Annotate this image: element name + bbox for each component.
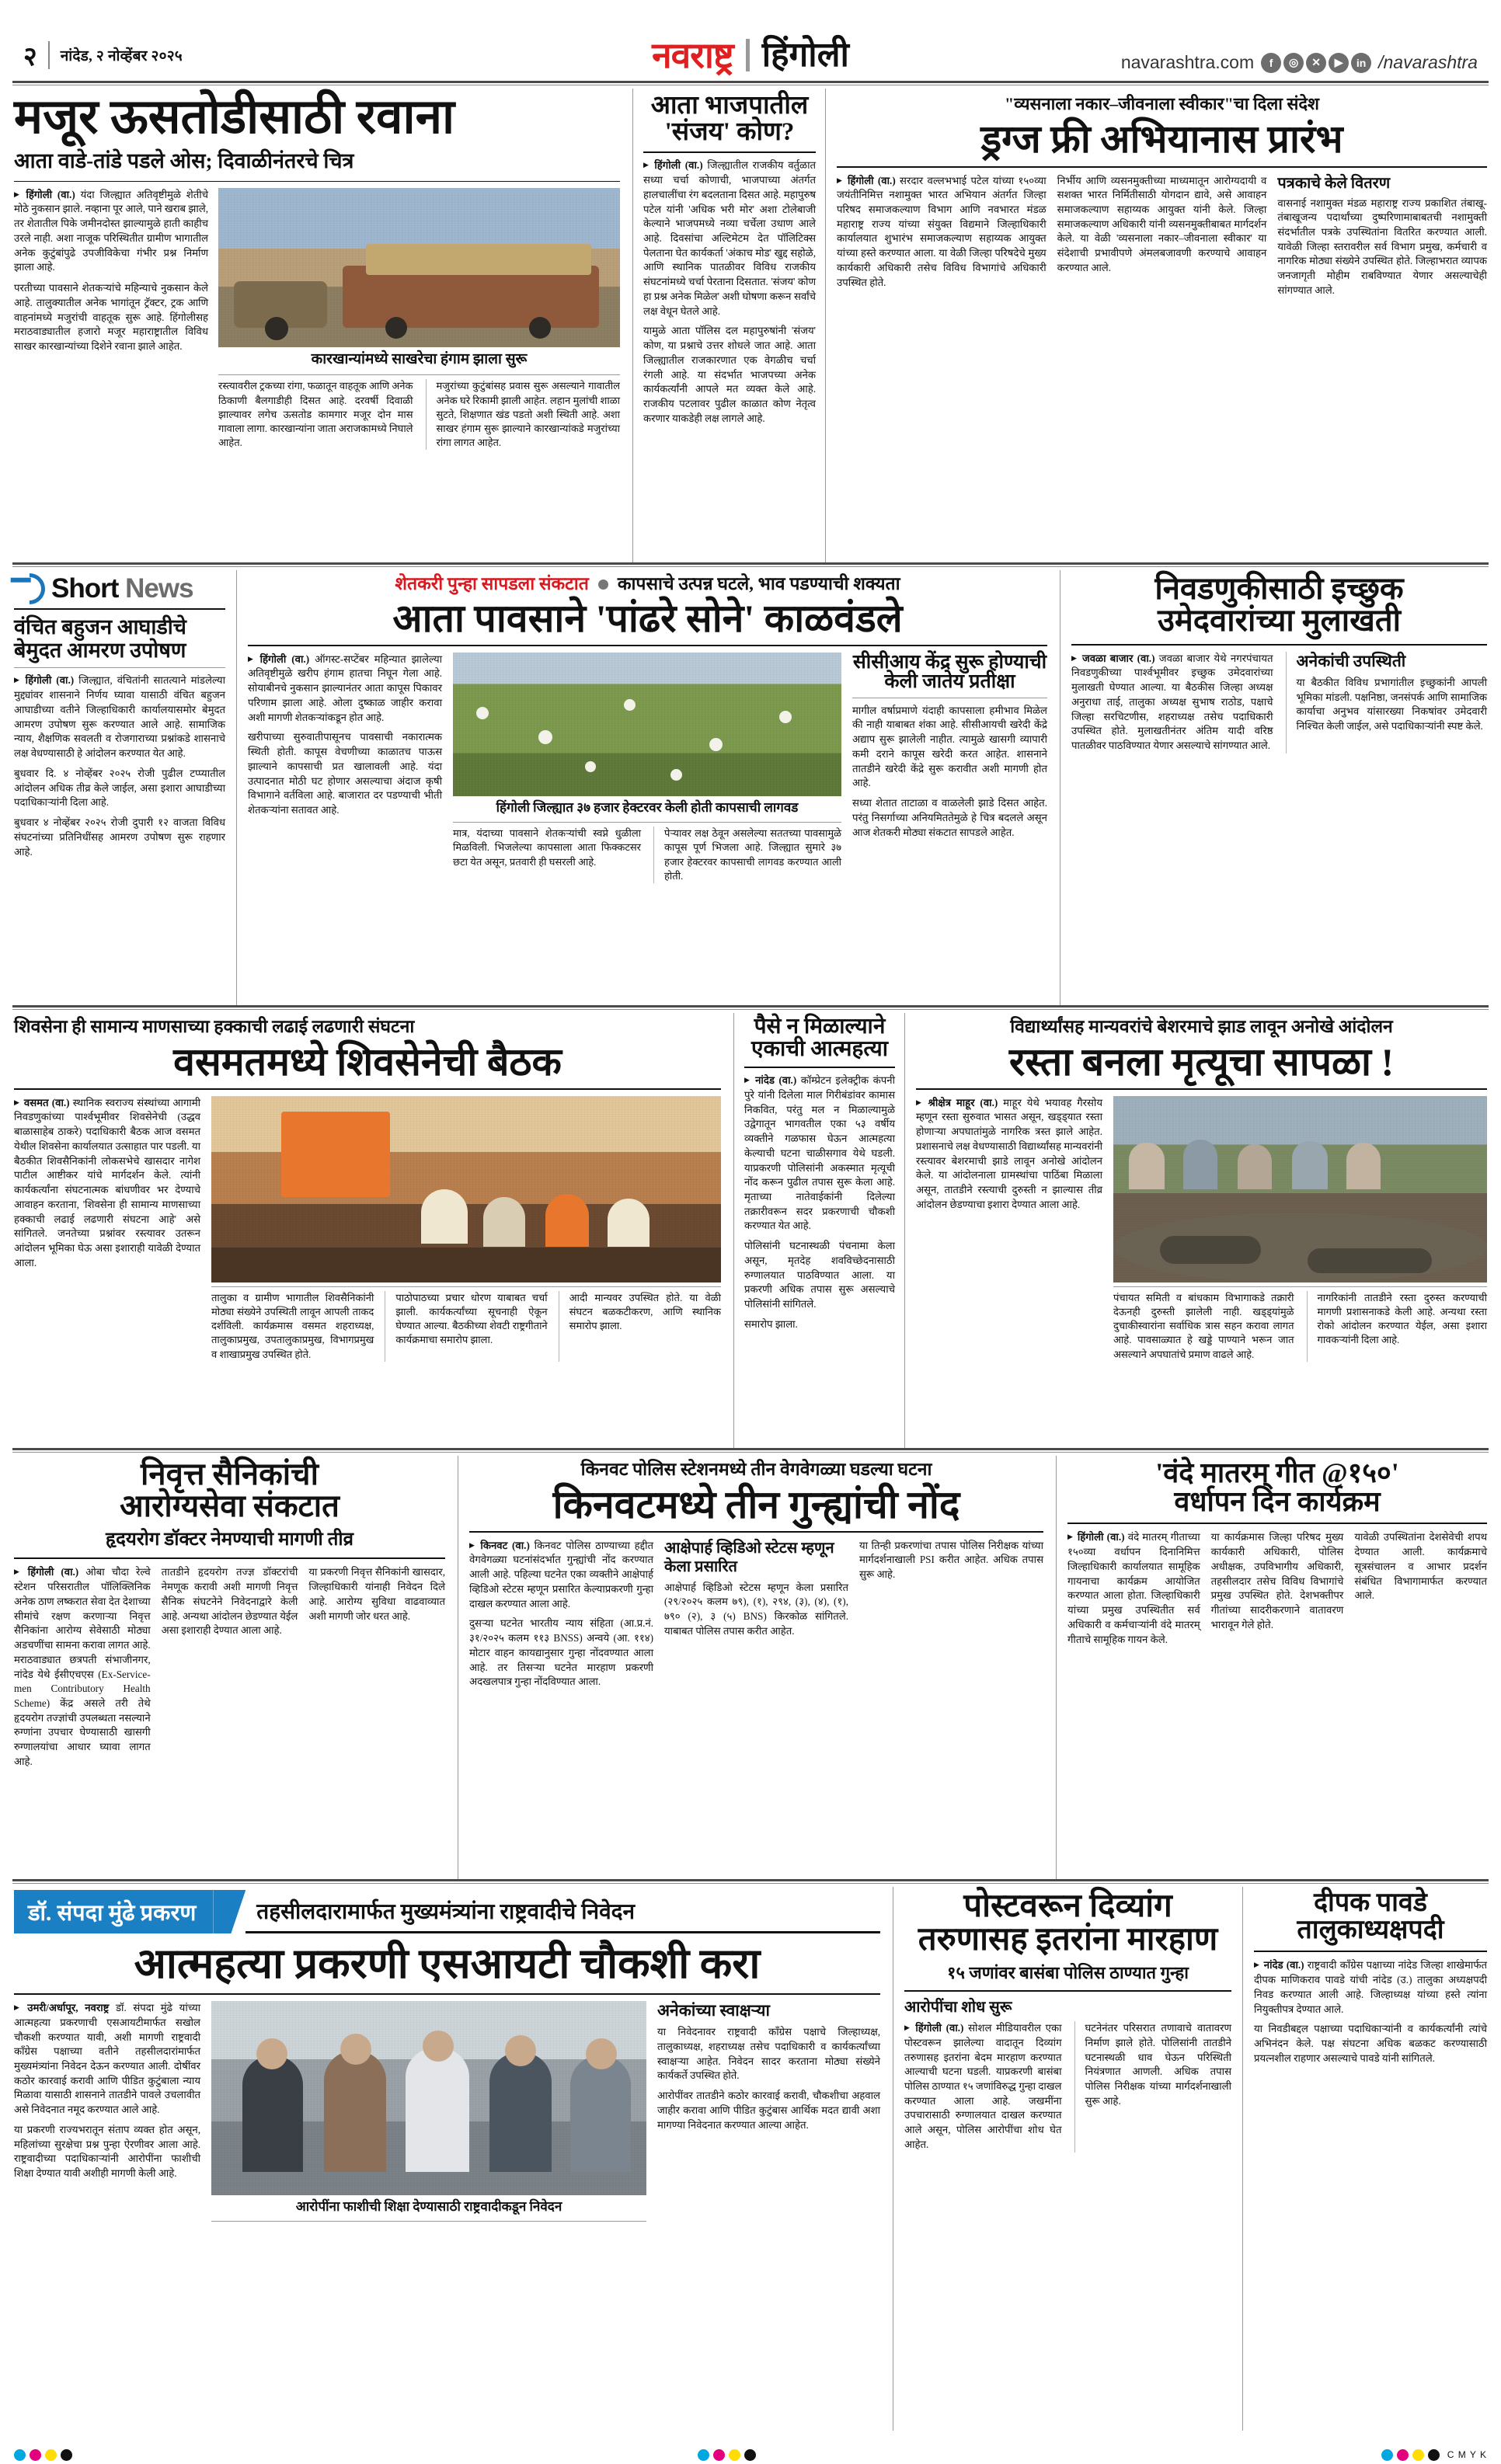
vande-dateline: हिंगोली (वा.)	[1077, 1531, 1125, 1543]
cmyk-label: C M Y K	[1447, 2449, 1487, 2460]
suicide-body-text: कॉम्प्रेटन इलेक्ट्रीक कंपनी पुरे यांनी दिलेला माल गिरीबंडांवर कामास निकवित, परंतु मल न मिळाल्यामुळे उद्वेगातून भागवतील एका ५३ वर्षीय व्यक्तीने गळफास घेऊन आत्महत्या केल्याची घटना चाळीसगाव येथे घडली. याप्रकरणी पोलिसांनी अकस्मात मृत्यूची नोंद करून पुढील तपास सुरू केला आहे. मृताच्या नातेवाईकांनी दिलेल्या तक्रारीवरून सदर प्रकरणाची चौकशी करण्यात येत आहे.	[744, 1074, 896, 1232]
shivsena-photo	[211, 1096, 721, 1282]
vande-body	[1067, 1530, 1200, 1647]
shivsena-cap-a: तालुका व ग्रामीण भागातील शिवसैनिकांनी मोठ्या संख्येने उपस्थिती लावून आपली ताकद दर्शविली. कार्यक्रमास वसमत शहराध्यक्ष, तालुकाप्रमुख, उपतालुकाप्रमुख, विभागप्रमुख व शाखाप्रमुख उपस्थित होते.	[211, 1291, 374, 1360]
edition-name: हिंगोली	[761, 36, 849, 74]
article-election	[1060, 570, 1490, 1005]
cotton-sidehead-l2: केली जातेय प्रतीक्षा	[884, 671, 1015, 693]
post-headline-l1: पोस्टवरून दिव्यांग	[963, 1888, 1172, 1924]
cotton-cap-a: मात्र, यंदाच्या पावसाने शेतकऱ्यांची स्वप्ने धुळीला मिळविली. भिजलेल्या कापसाला आता फिक्कटसर छटा येत असून, प्रतवारी ही घसरली आहे.	[453, 827, 641, 868]
sampada-tag-label: डॉ. संपदा मुंढे प्रकरण	[14, 1890, 213, 1933]
election-body	[1071, 652, 1273, 753]
drugfree-col1	[837, 174, 1047, 291]
road-headline: रस्ता बनला मृत्यूचा सापळा !	[1008, 1039, 1395, 1084]
band-second	[11, 570, 1490, 1005]
band-third	[11, 1013, 1490, 1448]
sampada-side-body: या निवेदनावर राष्ट्रवादी काँग्रेस पक्षाचे जिल्हाध्यक्ष, तालुकाध्यक्ष, शहराध्यक्ष तसेच पदाधिकारी व कार्यकर्त्यांच्या स्वाक्षऱ्या आहेत. निवेदन सादर करताना मोठ्या संख्येने कार्यकर्ते उपस्थित होते.	[657, 2026, 880, 2082]
article-shortnews	[11, 570, 236, 1005]
website-url[interactable]: navarashtra.com	[1120, 52, 1255, 72]
shivsena-headline: वसमतमध्ये शिवसेनेची बैठक	[173, 1039, 562, 1084]
exservice-body-2: तातडीने हृदयरोग तज्ज्ञ डॉक्टरांची नेमणूक करावी अशी मागणी निवृत्त सैनिक संघटनेने निवेदनाद्वारे केली आहे. अन्यथा आंदोलन छेडण्यात येईल असा इशाराही देण्यात आला आहे.	[161, 1566, 298, 1637]
article-deepak	[1242, 1887, 1490, 2431]
cotton-cap-c: सध्या शेतात ताटाळा व वाळलेली झाडे दिसत आहेत. परंतु निसर्गाच्या अनियमिततेमुळे हे चित्र बदलले असून आज शेतकरी मोठ्या संकटात सापडले आहेत.	[852, 797, 1047, 838]
lead-caption-left: रस्त्यावरील ट्रकच्या रांगा, फळातून वाहतूक आणि अनेक ठिकाणी बैलगाडीही दिसत आहे. दरवर्षी दिवाळी झाल्यावर लगेच ऊसतोड कामगार मजूर दोन मास गावाला लागा. कारखान्यांना जाता अराजकामध्ये निघाले आहेत.	[218, 380, 413, 449]
lead-caption-right: मजुरांच्या कुटुंबांसह प्रवास सुरू असल्याने गावातील अनेक घरे रिकामी झाली आहेत. लहान मुलांची शाळा सुटते, शिक्षणात खंड पडतो अशी स्थिती आहे. अशा साखर हंगाम सुरू झाल्याने कारखान्यांकडे मजुरांच्या रांगा लागत आहेत.	[426, 379, 621, 450]
cotton-cap-b: पेऱ्यावर लक्ष ठेवून असलेल्या सततच्या पावसामुळे कापूस पूर्ण भिजला आहे. जिल्ह्यात सुमारे ३७ हजार हेक्टरवर कापसाची लागवड करण्यात आली होती.	[653, 827, 841, 883]
article-bjp	[632, 89, 825, 562]
bjp-body	[643, 158, 816, 318]
sampada-body-text: डॉ. संपदा मुंढे यांच्या आत्महत्या प्रकरणाची एसआयटीमार्फत सखोल चौकशी करण्यात यावी, अशी मागणी राष्ट्रवादी काँग्रेस पक्षाच्या वतीने तहसीलदारांमार्फत मुख्यमंत्र्यांना निवेदन देऊन करण्यात आली. दोषींवर कठोर कारवाई करावी आणि पीडित कुटुंबाला न्याय मिळावा यासाठी शासनाने तातडीने पावले उचलावीत असे निवेदनात नमूद करण्यात आले आहे.	[14, 2002, 201, 2116]
shivsena-cap-b: पाठोपाठच्या प्रचार धोरण याबाबत चर्चा झाली. कार्यकर्त्यांच्या सूचनाही ऐकून घेण्यात आल्या. बैठकीच्या शेवटी राष्ट्रगीताने कार्यक्रमाचा समारोप झाला.	[385, 1291, 547, 1362]
vande-body-text: वंदे मातरम् गीताच्या १५०व्या वर्धापन दिनानिमित्त जिल्हाधिकारी कार्यालयात सामूहिक गायनाचा कार्यक्रम आयोजित करण्यात आला होता. जिल्हाधिकारी यांच्या प्रमुख उपस्थितीत सर्व अधिकारी व कर्मचाऱ्यांनी वंदे मातरम् गीताचे सामूहिक गायन केले.	[1067, 1531, 1200, 1645]
cotton-sidehead-l1: सीसीआय केंद्र सुरू होण्याची	[852, 651, 1047, 673]
deepak-dateline: नांदेड (वा.)	[1263, 1959, 1304, 1972]
dateline-header: नांदेड, २ नोव्हेंबर २०२५	[60, 48, 183, 64]
exservice-subhead: हृदयरोग डॉक्टर नेमण्याची मागणी तीव्र	[105, 1529, 353, 1550]
sampada-body	[14, 2001, 200, 2226]
lead-photo-caption: कारखान्यांमध्ये साखरेचा हंगाम झाला सुरू	[311, 350, 528, 367]
masthead-right	[1002, 52, 1490, 73]
social-handle: /navarashtra	[1378, 52, 1478, 72]
bjp-headline-line1: आता भाजपातील	[650, 92, 809, 120]
band1-rule	[12, 562, 1489, 567]
sampada-side-body-2: आरोपींवर तातडीने कठोर कारवाई करावी, चौकशीचा अहवाल जाहीर करावा आणि पीडित कुटुंबास आर्थिक मदत द्यावी अशा मागण्या निवेदनात करण्यात आल्या आहेत.	[657, 2090, 880, 2131]
band3-rule	[12, 1448, 1489, 1453]
cotton-photo-caption: हिंगोली जिल्ह्यात ३७ हजार हेक्टरवर केली होती कापसाची लागवड	[496, 799, 799, 815]
sampada-body-2: या प्रकरणी राज्यभरातून संताप व्यक्त होत असून, महिलांच्या सुरक्षेचा प्रश्न पुन्हा ऐरणीवर आला आहे. राष्ट्रवादीच्या पदाधिकाऱ्यांनी आरोपींना फाशीची शिक्षा देण्यात यावी अशीही मागणी केली आहे.	[14, 2123, 200, 2180]
color-dots-center	[698, 2449, 756, 2461]
masthead-rule	[12, 81, 1489, 85]
suicide-dateline: नांदेड (वा.)	[755, 1074, 797, 1087]
kinwat-body-c: आक्षेपार्ह व्हिडिओ स्टेटस म्हणून केला प्रसारित (२९/२०२५ कलम ७९), (१), २९४, (३), (४), (१), ७९० (२), ३ (५) BNS) किरकोळ सांगितले. याबाबत पोलिस तपास करीत आहेत.	[664, 1581, 848, 1637]
shivsena-body	[14, 1096, 200, 1362]
shortnews-date-note: बुधवार ४ नोव्हेंबर २०२५ रोजी दुपारी १२ वाजता विविध संघटनांच्या प्रतिनिधींसह आमरण उपोषण सुरू राहणार आहे.	[14, 816, 225, 858]
post-dateline: हिंगोली (वा.)	[915, 2022, 964, 2034]
suicide-kicker-l2: एकाची आत्महत्या	[751, 1036, 888, 1061]
shivsena-body-text: स्थानिक स्वराज्य संस्थांच्या आगामी निवडणुकांच्या पार्श्वभूमीवर शिवसेनेची (उद्धव बाळासाहेब ठाकरे) पदाधिकारी बैठक आज वसमत येथील शिवसेना कार्यालयात उत्साहात पार पडली. या बैठकीत शिवसैनिकांनी लोकसभेचे खासदार नागेश पाटील आष्टीकर यांचे मार्गदर्शन केले. त्यांनी कार्यकर्त्यांना संघटनात्मक बांधणीवर भर देण्याचे आवाहन करताना, 'शिवसेना ही सामान्य माणसाच्या हक्काची लढाई लढणारी संघटना आहे' असे सांगितले. जनतेच्या प्रश्नांवर रस्त्यावर उतरून आंदोलन भूमिका घेऊ असा इशाराही यावेळी देण्यात आला.	[14, 1096, 201, 1269]
cotton-kicker-black: कापसाचे उत्पन्न घटले, भाव पडण्याची शक्यता	[617, 574, 900, 593]
election-body-text: जवळा बाजार येथे नगरपंचायत निवडणुकीच्या पार्श्वभूमीवर इच्छुक उमेदवारांच्या मुलाखती घेण्यात आल्या. या बैठकीस जिल्हा अध्यक्ष अनुराधा ताई, तालुका अध्यक्ष सुभाष राठोड, पक्षाचे जिल्हा सरचिटणीस, शहराध्यक्ष तसेच पदाधिकारी उपस्थित होते. मुलाखतीनंतर अंतिम यादी वरिष्ठ पातळीवर पाठविण्यात येणार असल्याचे सांगण्यात आले.	[1071, 652, 1273, 751]
sampada-photo-caption: आरोपींना फाशीची शिक्षा देण्यासाठी राष्ट्रवादीकडून निवेदन	[295, 2199, 562, 2215]
election-headline-l1: निवडणुकीसाठी इच्छुक	[1154, 571, 1404, 606]
article-road	[904, 1013, 1490, 1448]
sampada-dateline: उमरी/अर्धापूर, नवराष्ट्र	[27, 2002, 110, 2014]
bjp-dateline: हिंगोली (वा.)	[654, 159, 703, 172]
band2-rule	[12, 1005, 1489, 1010]
exservice-headline-l1: निवृत्त सैनिकांची	[141, 1456, 319, 1491]
lead-body-text-1: यंदा जिल्ह्यात अतिवृष्टीमुळे शेतीचे मोठे नुकसान झाले. नव्हाना पूर आले, पाने खराब झाले, तर शेतातील पिके जमीनदोस्त झाल्यामुळे हाती काहीच उरले नाही. अशा नाजूक परिस्थितीत ग्रामीण भागातील अनेक कुटुंबांपुढे उपजीविकेचा गंभीर प्रश्न निर्माण झाला आहे.	[14, 188, 209, 273]
suicide-body-2: पोलिसांनी घटनास्थळी पंचनामा केला असून, मृतदेह शवविच्छेदनासाठी रुग्णालयात पाठविण्यात आला. या प्रकरणी अधिक तपास सुरू असल्याचे पोलिसांनी सांगितले.	[744, 1240, 895, 1310]
lead-body-1	[14, 188, 208, 275]
kinwat-headline: किनवटमध्ये तीन गुन्ह्यांची नोंद	[552, 1482, 960, 1526]
bjp-headline-line2: 'संजय' कोण?	[664, 117, 795, 146]
election-sidehead: अनेकांची उपस्थिती	[1296, 651, 1406, 670]
article-post	[893, 1887, 1242, 2431]
sampada-sidehead: अनेकांच्या स्वाक्षऱ्या	[657, 2001, 770, 2020]
bjp-body-text: जिल्ह्यातील राजकीय वर्तुळात सध्या चर्चा कोणाची, भाजपाच्या अंतर्गत हालचालींचा रंग बदलताना दिसत आहे. महापुरुष पटेल यांनी 'अधिक भरी मोर' अशा टोलेबाजी केल्याने भाजपमध्ये नव्या चर्चेला उधाण आले आहे. दिवसांचा अल्टिमेटम देत पॉलिटिक्स पेलताना घेत कार्यकर्ता 'अंकाच मोड' खुद्द सहोळे, आणि स्थानिक पातळीवर विविध राजकीय संघटनांमध्ये चर्चा पेरताना दिसतात. 'संजय' कोण हा प्रश्न अनेक मिळेल' अशी घोषणा करून सर्वांचे लक्ष वेधून घेतले आहे.	[643, 159, 817, 317]
post-subhead: १५ जणांवर बासंबा पोलिस ठाण्यात गुन्हा	[947, 1962, 1189, 1982]
road-photo	[1113, 1096, 1487, 1282]
drugfree-col2: निर्भीय आणि व्यसनमुक्तीच्या माध्यमातून आरोग्यदायी व सशक्त भारत निर्मितीसाठी योगदान द्यावे, असे आवाहन समाजकल्याण सहाय्यक आयुक्त यांनी केले. जिल्हा समाजकल्याण अधिकारी यांनी व्यसनमुक्तीबाबत मार्गदर्शन केले. या वेळी 'व्यसनाला नकार–जीवनाला स्वीकार' या संदेशाची प्रभावीपणे अंमलबजावणी करण्याचे आवाहन करण्यात आले.	[1057, 174, 1267, 273]
facebook-icon[interactable]: f	[1261, 53, 1281, 73]
color-dots-left	[14, 2449, 72, 2461]
article-vande	[1056, 1456, 1490, 1879]
cotton-body-3: मागील वर्षाप्रमाणे यंदाही कापसाला हमीभाव मिळेल की नाही याबाबत शंका आहे. सीसीआयची खरेदी केंद्रे अद्याप सुरू झालेली नाहीत. त्यामुळे खासगी व्यापारी कमी दराने कापूस खरेदी करत आहेत. शासनाने तातडीने खरेदी केंद्रे सुरू करावीत अशी मागणी होत आहे.	[852, 704, 1047, 789]
bullet-icon	[598, 579, 608, 590]
kinwat-kicker: किनवट पोलिस स्टेशनमध्ये तीन वेगवेगळ्या घडल्या घटना	[580, 1460, 932, 1479]
bjp-body-2: यामुळे आता पॉलिस दल महापुरुषांनी 'संजय' कोण, या प्रश्नाचे उत्तर शोधले जात आहे. आता जिल्ह्यातील राजकारणात एक वेगळीच चर्चा रंगली आहे. या संदर्भात भाजपच्या अनेक कार्यकर्त्यांनी आपले मत व्यक्त केले आहे. राजकीय पटलावर पुढील काळात कोण नेतृत्व करणार याकडेही लक्ष लागले आहे.	[643, 325, 816, 424]
shivsena-cap-c: आदी मान्यवर उपस्थित होते. या वेळी संघटन बळकटीकरण, आणि स्थानिक समारोप झाला.	[559, 1291, 721, 1362]
exservice-headline-l2: आरोग्यसेवा संकटात	[120, 1488, 340, 1523]
kinwat-body-b: दुसऱ्या घटनेत भारतीय न्याय संहिता (आ.प्र.नं. ३१/२०२५ कलम ११३ BNSS) अन्वये (आ. ११४) मोटार वाहन कायद्यानुसार गुन्हा नोंदवण्यात आला आहे. तर तिसऱ्या घटनेत मारहाण प्रकरणी अदखलपात्र गुन्हा नोंदविण्यात आला.	[469, 1617, 653, 1688]
article-lead	[11, 89, 632, 562]
short-news-logo	[14, 573, 225, 604]
post-body-2: घटनेनंतर परिसरात तणावाचे वातावरण निर्माण झाले होते. पोलिसांनी तातडीने घटनास्थळी धाव घेऊन परिस्थिती नियंत्रणात आणली. अधिक तपास पोलिस निरीक्षक यांच्या मार्गदर्शनाखाली सुरू आहे.	[1074, 2021, 1232, 2153]
logo-separator	[746, 39, 750, 71]
youtube-icon[interactable]: ▶	[1329, 53, 1349, 73]
drugfree-headline: ड्रग्ज फ्री अभियानास प्रारंभ	[980, 117, 1343, 161]
shortnews-body-text: जिल्ह्यात, वंचितांनी सातत्याने मांडलेल्या मुद्द्यांवर शासनाने निर्णय घ्यावा यासाठी वंचित बहुजन आघाडीच्या वतीने जिल्हाधिकारी कार्यालयासमोर बेमुदत आमरण उपोषण सुरू करण्यात आले आहे. सामाजिक न्याय, शैक्षणिक सवलती व रोजगाराच्या प्रश्नांकडे शासनाचे लक्ष वेधण्यासाठी हे आंदोलन करण्यात येत आहे.	[14, 674, 225, 760]
exservice-body-text: ओबा चौदा रेल्वे स्टेशन परिसरातील पॉलिक्लिनिक अनेक ठाण लष्करात सेवा देत देशाच्या सीमांचे रक्षण करणाऱ्या निवृत्त सैनिकांना आरोग्य सेवेसाठी मोठ्या अडचणींचा सामना करावा लागत आहे. मराठवाड्यात छत्रपती संभाजीनगर, नांदेड येथे ईसीएचएस (Ex-Service-men Contributory Health Scheme) केंद्र असले तरी तेथे हृदयरोग तज्ज्ञांची उपलब्धता नसल्याने रुग्णांना उपचार घेण्यासाठी खासगी रुग्णालयांचा आधार घ्यावा लागत आहे.	[14, 1566, 151, 1767]
cotton-body-1: ऑगस्ट-सप्टेंबर महिन्यात झालेल्या अतिवृष्टीमुळे खरीप हंगाम हातचा निघून गेला आहे. सोयाबीनचे नुकसान झाल्यानंतर आता कापूस पिकावर परिणाम झाला आहे. ओला दुष्काळ जाहीर करावा अशी मागणी शेतकऱ्यांकडून होत आहे.	[248, 653, 443, 723]
social-icons	[1261, 53, 1371, 73]
road-body-text: माहूर येथे भयावह गैरसोय म्हणून रस्ता सुरुवात भासत असून, खड्ड्यात रस्ता होणाऱ्या अपघातांमुळे नागरिक त्रस्त झाले आहेत. प्रशासनाचे लक्ष वेधण्यासाठी विद्यार्थ्यांसह मान्यवरांनी रस्त्यावर बेशरमाची झाडे लावून अनोखे आंदोलन केले. या आंदोलनाला ग्रामस्थांचा पाठिंबा मिळाला असून, तातडीने रस्त्याची दुरुस्ती न झाल्यास तीव्र आंदोलन छेडण्याचा इशारा देण्यात आला आहे.	[916, 1096, 1102, 1210]
arrow-into-circle-icon	[8, 567, 52, 611]
cotton-kicker-red: शेतकरी पुन्हा सापडला संकटात	[395, 574, 589, 593]
instagram-icon[interactable]: ◎	[1283, 53, 1304, 73]
shivsena-kicker: शिवसेना ही सामान्य माणसाच्या हक्काची लढाई लढणारी संघटना	[14, 1017, 415, 1036]
band-top	[11, 89, 1490, 562]
cotton-col1	[248, 653, 442, 726]
band-bottom	[11, 1887, 1490, 2431]
shortnews-body-2: बुधवार दि. ४ नोव्हेंबर २०२५ रोजी पुढील टप्प्यातील आंदोलन अधिक तीव्र केले जाईल, असा इशारा आघाडीच्या पदाधिकाऱ्यांनी दिला आहे.	[14, 767, 225, 809]
color-registration-bar	[0, 2445, 1501, 2464]
masthead-center	[499, 37, 1001, 73]
deepak-body-2: या निवडीबद्दल पक्षाच्या पदाधिकाऱ्यांनी व कार्यकर्त्यांनी त्यांचे अभिनंदन केले. पक्ष संघटना अधिक बळकट करण्यासाठी प्रयत्नशील राहणार असल्याचे पावडे यांनी सांगितले.	[1254, 2023, 1487, 2064]
kinwat-col-a	[469, 1539, 653, 1690]
color-dots-right	[1381, 2449, 1440, 2461]
masthead	[11, 0, 1490, 81]
navarashtra-logo[interactable]: नवराष्ट्र	[652, 35, 733, 75]
sampada-headline: आत्महत्या प्रकरणी एसआयटी चौकशी करा	[134, 1940, 761, 1987]
vande-body-2: या कार्यक्रमास जिल्हा परिषद मुख्य कार्यकारी अधिकारी, पोलिस अधीक्षक, उपविभागीय अधिकारी, तहसीलदार तसेच विविध विभागांचे प्रमुख उपस्थित होते. देशभक्तीपर गीतांच्या सादरीकरणाने वातावरण भारावून गेले होते.	[1210, 1531, 1344, 1630]
road-dateline: श्रीक्षेत्र माहूर (वा.)	[928, 1096, 998, 1108]
band4-rule	[12, 1879, 1489, 1884]
election-headline-l2: उमेदवारांच्या मुलाखती	[1157, 602, 1402, 638]
deepak-body-text: राष्ट्रवादी काँग्रेस पक्षाच्या नांदेड जिल्हा शाखेमार्फत दीपक माणिकराव पावडे यांची नांदेड (उ.) तालुका अध्यक्षपदी निवड करण्यात आली आहे. जिल्हाध्यक्ष यांच्या हस्ते त्यांना नियुक्तीपत्र देण्यात आले.	[1254, 1959, 1488, 2015]
cotton-photo	[453, 653, 841, 796]
lead-body-2: परतीच्या पावसाने शेतकऱ्यांचे महिन्याचे नुकसान केले आहे. तालुक्यातील अनेक भागांतून ट्रॅक्टर, ट्रक आणि वाहनांमध्ये मजुरांची वाहतूक सुरू आहे. हिंगोलीसह मराठवाड्यातील हजारो मजूर महाराष्ट्रातील विविध साखर कारखान्यांच्या दिशेने रवाना झाले आहेत.	[14, 282, 208, 352]
post-body-text: सोशल मीडियावरील एका पोस्टवरून झालेल्या वादातून दिव्यांग तरुणासह इतरांना बेदम मारहाण करण्यात आल्याची घटना घडली. याप्रकरणी बासंबा पोलिस ठाण्यात १५ जणांविरुद्ध गुन्हा दाखल करण्यात आला आहे. जखमींना उपचारासाठी रुग्णालयात दाखल करण्यात आले असून, पोलिस आरोपींचा शोध घेत आहेत.	[904, 2022, 1062, 2150]
cotton-body-2: खरीपाच्या सुरुवातीपासूनच पावसाची नकारात्मक स्थिती होती. कापूस वेचणीच्या काळातच पाऊस झाल्याने कापसाची प्रत खालावली आहे. यंदा उत्पादनात मोठी घट होणार असल्याचा अंदाज कृषी विभागाने वर्तविला आहे. बाजारात दर पडण्याची भीती शेतकऱ्यांना सतावत आहे.	[248, 731, 442, 816]
kinwat-body-a: किनवट पोलिस ठाण्याच्या हद्दीत वेगवेगळ्या घटनांसंदर्भात गुन्ह्यांची नोंद करण्यात आली आहे. पहिल्या घटनेत एका व्यक्तीने आक्षेपार्ह व्हिडिओ स्टेटस म्हणून प्रसारित केल्याप्रकरणी गुन्हा दाखल करण्यात आला आहे.	[469, 1539, 654, 1610]
sampada-tag-line: तहसीलदारामार्फत मुख्यमंत्र्यांना राष्ट्रवादीचे निवेदन	[256, 1899, 636, 1924]
suicide-kicker-l1: पैसे न मिळाल्याने	[754, 1014, 886, 1039]
article-drugfree	[825, 89, 1490, 562]
exservice-body-3: या प्रकरणी निवृत्त सैनिकांनी खासदार, जिल्हाधिकारी यांनाही निवेदन दिले आहे. आरोग्य सुविधा वाढवाव्यात अशी मागणी जोर धरत आहे.	[308, 1566, 445, 1622]
article-exservice	[11, 1456, 458, 1879]
article-shivsena	[11, 1013, 733, 1448]
page-number: २	[23, 43, 37, 71]
kinwat-body-d: या तिन्ही प्रकरणांचा तपास पोलिस निरीक्षक यांच्या मार्गदर्शनाखाली PSI करीत आहेत. अधिक तपास सुरू आहे.	[859, 1539, 1043, 1581]
drugfree-kicker: "व्यसनाला नकार–जीवनाला स्वीकार"चा दिला संदेश	[1005, 94, 1319, 113]
cotton-headline: आता पावसाने 'पांढरे सोने' काळवंडले	[392, 596, 903, 640]
shortnews-dateline: हिंगोली (वा.)	[25, 674, 75, 687]
kinwat-dateline: किनवट (वा.)	[480, 1539, 530, 1551]
election-dateline: जवळा बाजार (वा.)	[1081, 652, 1155, 664]
road-cap-2: नागरिकांनी तातडीने रस्ता दुरुस्त करण्याची मागणी प्रशासनाकडे केली आहे. अन्यथा रस्ता रोको आंदोलन करण्यात येईल, असा इशारा गावकऱ्यांनी दिला आहे.	[1307, 1291, 1488, 1362]
drugfree-sidehead: पत्रकाचे केले वितरण	[1277, 174, 1391, 192]
road-kicker: विद्यार्थ्यांसह मान्यवरांचे बेशरमाचे झाड लावून अनोखे आंदोलन	[1010, 1017, 1393, 1036]
post-body	[904, 2021, 1062, 2153]
shortnews-body	[14, 673, 225, 760]
road-body	[916, 1096, 1102, 1362]
drugfree-body-1: सरदार वल्लभभाई पटेल यांच्या १५०व्या जयंतीनिमित्त नशामुक्त भारत अभियान अंतर्गत जिल्हा परिषद समाजकल्याण विभाग आणि नवभारत मंडळ महाराष्ट्र राज्य यांच्या संयुक्त विद्यमाने जिल्हाधिकारी कार्यालयात शुभारंभ समाजकल्याण सहाय्यक आयुक्त यांच्या हस्ते करण्यात आला. या वेळी जिल्हा परिषदेचे मुख्य कार्यकारी अधिकारी तसेच विविध विभागांचे अधिकारी उपस्थित होते.	[837, 174, 1047, 288]
vande-headline-l2: वर्धापन दिन कार्यक्रम	[1174, 1485, 1381, 1517]
drugfree-body-3: वासनाई नशामुक्त मंडळ महाराष्ट्र राज्य प्रकाशित तंबाखू-तंबाखूजन्य पदार्थांच्या दुष्परिणामाबाबतची नशामुक्ती संदर्भातील पत्रके उपस्थितांना वितरित करण्यात आली. यावेळी जिल्हा स्तरावरील सर्व विभाग प्रमुख, कर्मचारी व नागरिक मोठ्या संख्येने उपस्थित होते. जिल्हाभरात व्यापक जनजागृती मोहीम राबविण्यात येणार असल्याचेही सांगण्यात आले.	[1277, 197, 1487, 296]
x-twitter-icon[interactable]: ✕	[1306, 53, 1326, 73]
band-fourth	[11, 1456, 1490, 1879]
drugfree-col3	[1277, 174, 1487, 298]
exservice-body	[14, 1565, 151, 1769]
linkedin-icon[interactable]: in	[1351, 53, 1371, 73]
deepak-body	[1254, 1958, 1487, 2017]
post-headline-l2: तरुणासह इतरांना मारहाण	[918, 1921, 1218, 1958]
deepak-headline-l1: दीपक पावडे	[1314, 1888, 1427, 1917]
sampada-tag-banner	[14, 1890, 880, 1933]
vande-headline-l1: 'वंदे मातरम् गीत @१५०'	[1155, 1457, 1399, 1488]
suicide-body	[744, 1074, 895, 1234]
sampada-tag-slant	[213, 1890, 246, 1933]
masthead-left	[11, 37, 499, 73]
article-sampada	[11, 1887, 893, 2431]
post-sidehead: आरोपींचा शोध सुरू	[904, 1999, 1012, 2017]
deepak-headline-l2: तालुकाध्यक्षपदी	[1297, 1915, 1444, 1944]
short-news-label: Short News	[51, 573, 193, 604]
article-cotton	[236, 570, 1060, 1005]
suicide-close: समारोप झाला.	[744, 1317, 798, 1330]
election-body-2: या बैठकीत विविध प्रभागांतील इच्छुकांनी आपली भूमिका मांडली. पक्षनिष्ठा, जनसंपर्क आणि सामाजिक कार्याचा अनुभव यांसारख्या निकषांवर उमेदवारी निश्चित केली जाईल, असे पदाधिकाऱ्यांनी स्पष्ट केले.	[1296, 676, 1487, 732]
kinwat-sidehead: आक्षेपार्ह व्हिडिओ स्टेटस म्हणून केला प्रसारित	[664, 1539, 834, 1575]
sampada-photo	[211, 2001, 646, 2195]
drugfree-dateline: हिंगोली (वा.)	[847, 174, 896, 186]
shortnews-title: वंचित बहुजन आघाडीचे बेमुदत आमरण उपोषण	[14, 615, 186, 663]
lead-photo	[218, 188, 620, 347]
lead-dateline: हिंगोली (वा.)	[26, 188, 75, 200]
article-suicide	[733, 1013, 904, 1448]
shivsena-dateline: वसमत (वा.)	[23, 1096, 70, 1108]
exservice-dateline: हिंगोली (वा.)	[27, 1566, 79, 1578]
road-cap: पंचायत समिती व बांधकाम विभागाकडे तक्रारी देऊनही दुरुस्ती झालेली नाही. खड्ड्यांमुळे दुचाकीस्वारांना सर्वाधिक त्रास सहन करावा लागत आहे. पावसाळ्यात हे खड्डे पाण्याने भरून जात असल्याने अपघातांचे प्रमाण वाढले आहे.	[1113, 1291, 1294, 1360]
lead-headline: मजूर ऊसतोडीसाठी रवाना	[14, 91, 455, 144]
lead-subhead: आता वाडे-तांडे पडले ओस; दिवाळीनंतरचे चित्र	[14, 149, 354, 173]
article-kinwat	[458, 1456, 1056, 1879]
masthead-divider	[48, 41, 50, 69]
vande-body-3: यावेळी उपस्थितांना देशसेवेची शपथ देण्यात आली. कार्यक्रमाचे सूत्रसंचालन व आभार प्रदर्शन संबंधित विभागामार्फत करण्यात आले.	[1354, 1531, 1487, 1602]
cotton-dateline: हिंगोली (वा.)	[259, 653, 310, 665]
